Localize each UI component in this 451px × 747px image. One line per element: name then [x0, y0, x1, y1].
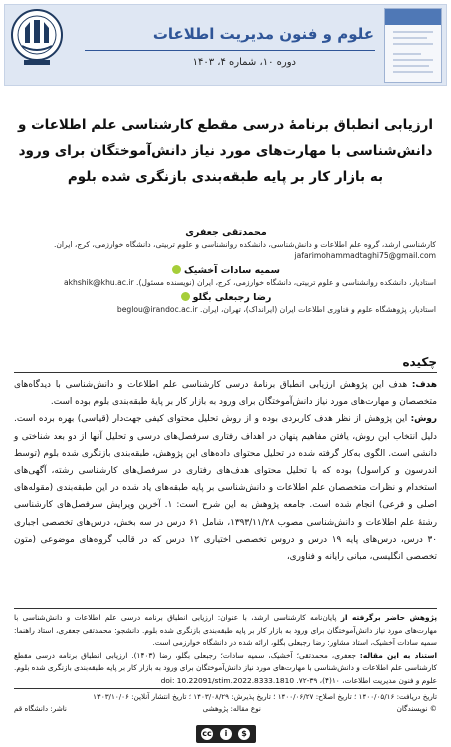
article-meta — [14, 691, 437, 715]
author-affiliation: استادیار، پژوهشگاه علوم و فناوری اطلاعات ایران (ایرانداک)، تهران، ایران. beglou@irandoc.ac.ir — [116, 305, 436, 314]
author-email[interactable]: jafarimohammadtaghi75@gmail.com — [294, 251, 436, 260]
author-name: رضا رجبعلی بگلو — [16, 291, 436, 304]
article-title: ارزیابی انطباق برنامهٔ درسی مقطع کارشناسی علم اطلاعات و دانش‌شناسی با مهارت‌های مورد نیاز دانش‌آموختگان برای ورود به بازار کار بر پایه طبقه‌بندی بازنگری شده بلوم — [17, 117, 433, 185]
abstract-method: روش: این پژوهش از نظر هدف کاربردی بوده و از روش تحلیل محتوای کیفی جهت‌دار (قیاسی) بهره برده است. دلیل انتخاب این روش، یافتن مفاهیم پنهان در اهداف رفتاری سرفصل‌های درسی و تحلیل آنها از دو بعد شناختی و دانشی است. الگوی به‌کار گرفته شده در تحلیل محتوای داده‌های این پژوهش، طبقه‌بندی بازنگری شده بلوم (توسط اندرسون و کراسول) بوده که با تحلیل محتوای هدف‌های رفتاری در سرفصل‌های کارشناسی رشته، آگهی‌های استخدام و نظرات متخصصان علم اطلاعات و دانش‌شناسی بر پایه طبقه‌های یاد شده در این طبقه‌بندی (مقوله‌های اصلی و فرعی) انجام شده است. جامعه پژوهش به این شرح است: ۱. آخرین ویرایش سرفصل‌های کارشناسی رشتهٔ علم اطلاعات و دانش‌شناسی مصوب ۱۳۹۳/۱۱/۲۸، شامل ۶۱ درس در سه بخش، درس‌های تخصصی اجباری ۳۰ درس، درس‌های پایه ۱۹ درس و دروس تخصصی اختیاری ۱۲ درس که در قالب گروه‌های موضوعی (متون تخصصی انگلیسی، مبانی رایانه و فناوری، — [14, 414, 438, 563]
footnote-divider — [14, 608, 437, 609]
article-dates: تاریخ دریافت: ۱۴۰۰/۰۵/۱۶ ؛ تاریخ اصلاح: ۱۴۰۰/۰۶/۲۷ ؛ تاریخ پذیرش: ۱۴۰۳/۰۸/۲۹ ؛ تاریخ انتشار آنلاین: ۱۴۰۳/۱۰/۰۶ — [93, 692, 437, 701]
thesis-note: پژوهش حاضر برگرفته از پایان‌نامه کارشناسی ارشد، با عنوان: ارزیابی انطباق برنامه درسی علم اطلاعات و دانش‌شناسی با مهارت‌های مورد نیاز دانش‌آموختگان برای ورود به بازار کار بر پایه طبقه‌بندی بازنگری شده بلوم. دانشجو: محمدتقی جعفری، استاد راهنما: سمیه سادات آخشیک، استاد مشاور: رضا رجبعلی بگلو، ارائه شده در دانشگاه خوارزمی است. — [14, 613, 438, 647]
author-entry — [16, 291, 436, 315]
orcid-icon[interactable] — [172, 265, 181, 274]
abstract-objective: هدف: هدف این پژوهش ارزیابی انطباق برنامهٔ درسی کارشناسی علم اطلاعات و دانش‌شناسی با دیدگاه‌های متخصصان و مهارت‌های مورد نیاز دانش‌آموختگان برای ورود به بازار کار بر پایهٔ طبقه‌بندی بلوم بوده است. — [14, 380, 437, 408]
publisher: ناشر: دانشگاه قم — [14, 704, 67, 713]
orcid-icon[interactable] — [181, 292, 190, 301]
author-affiliation: کارشناسی ارشد، گروه علم اطلاعات و دانش‌شناسی، دانشکده روانشناسی و علوم تربیتی، دانشگاه خوارزمی، کرج، ایران. jafarimohammadtaghi75@gmail.com — [53, 240, 436, 260]
meta-divider — [14, 688, 437, 689]
university-seal-logo — [10, 8, 64, 68]
author-list — [16, 226, 436, 318]
copyright: © نویسندگان — [396, 704, 437, 713]
author-name: محمدتقی جعفری — [185, 227, 267, 238]
author-name: سمیه سادات آخشیک — [16, 264, 436, 277]
abstract-divider — [14, 372, 437, 373]
header-divider — [85, 50, 375, 51]
journal-header — [4, 4, 447, 86]
author-affiliation: استادیار، دانشکده روانشناسی و علوم تربیتی، دانشگاه خوارزمی، کرج، ایران (نویسنده مسئول). akhshik@khu.ac.ir — [63, 278, 436, 287]
abstract-body — [14, 377, 437, 566]
abstract-heading: چکیده — [402, 355, 437, 369]
journal-cover-image — [384, 8, 442, 83]
author-entry — [16, 264, 436, 288]
issue-info: دوره ۱۰، شماره ۴، ۱۴۰۳ — [192, 57, 296, 68]
footnote — [14, 612, 437, 687]
author-email[interactable]: beglou@irandoc.ac.ir — [116, 305, 198, 314]
creative-commons-by-icon[interactable]: cc i $ — [196, 725, 256, 743]
doi-link[interactable]: doi: 10.22091/stim.2022.8333.1810 — [160, 675, 295, 685]
journal-title: علوم و فنون مدیریت اطلاعات — [152, 25, 374, 43]
citation-note: استناد به این مقاله: جعفری، محمدتقی؛ آخشیک، سمیه سادات؛ رجبعلی بگلو، رضا (۱۴۰۳). ارزیابی انطباق برنامه درسی مقطع کارشناسی علم اطلاعات و دانش‌شناسی با مهارت‌های مورد نیاز دانش‌آموختگان برای ورود به بازار کار بر پایه طبقه‌بندی بازنگری شده بلوم. علوم و فنون مدیریت اطلاعات، ۱۰(۴)، ۳۹-۷۲. doi: 10.22091/stim.2022.8333.1810 — [14, 650, 438, 685]
article-type: نوع مقاله: پژوهشی — [202, 704, 261, 713]
author-email[interactable]: akhshik@khu.ac.ir — [63, 278, 134, 287]
author-entry — [16, 226, 436, 261]
